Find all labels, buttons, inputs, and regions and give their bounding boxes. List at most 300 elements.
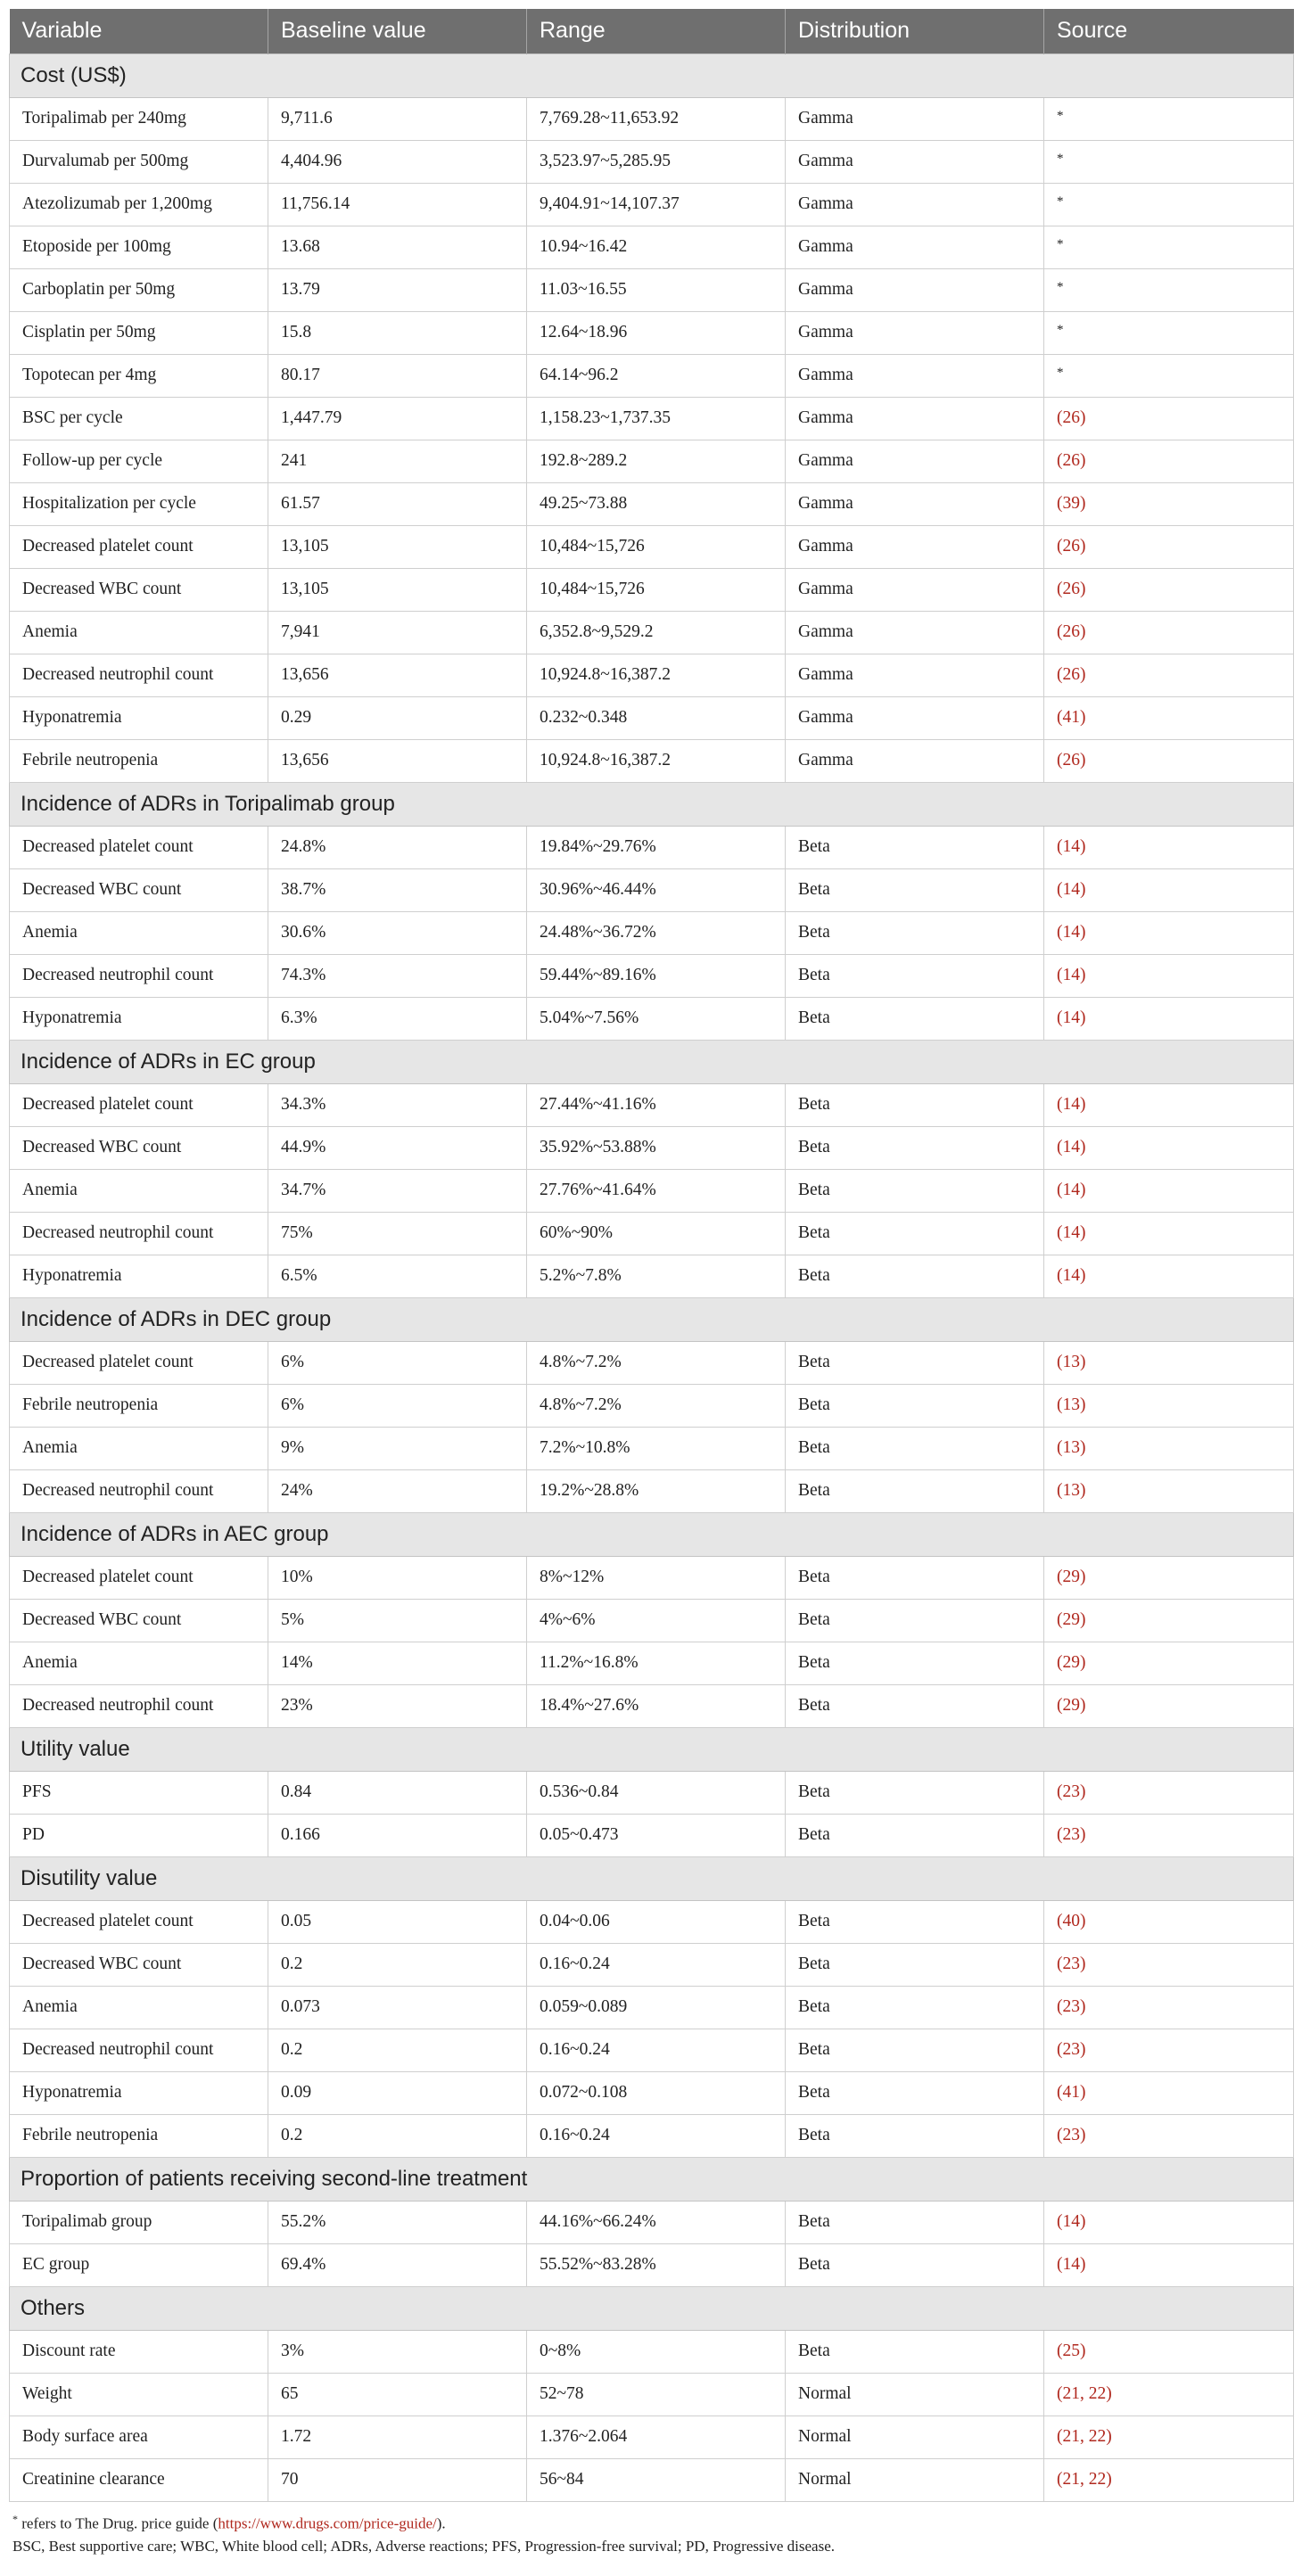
cell-distribution: Beta xyxy=(786,1341,1044,1384)
cell-distribution: Beta xyxy=(786,1384,1044,1427)
cell-distribution: Gamma xyxy=(786,739,1044,782)
source-reference-link[interactable]: (14) xyxy=(1057,880,1086,899)
footnote-star-mark: * xyxy=(12,2512,18,2525)
cell-baseline: 23% xyxy=(268,1684,527,1727)
cell-variable: Carboplatin per 50mg xyxy=(10,268,268,311)
cell-baseline: 6% xyxy=(268,1384,527,1427)
cell-range: 4%~6% xyxy=(527,1599,786,1642)
cell-range: 52~78 xyxy=(527,2373,786,2416)
source-reference-link[interactable]: (26) xyxy=(1057,751,1086,770)
cell-range: 27.76%~41.64% xyxy=(527,1169,786,1212)
table-row xyxy=(10,2243,1294,2286)
cell-baseline: 11,756.14 xyxy=(268,183,527,226)
cell-baseline: 75% xyxy=(268,1212,527,1255)
source-reference-link[interactable]: (23) xyxy=(1057,1955,1086,1973)
cell-baseline: 15.8 xyxy=(268,311,527,354)
table-row xyxy=(10,268,1294,311)
cell-baseline: 0.2 xyxy=(268,2114,527,2157)
cell-distribution: Beta xyxy=(786,997,1044,1040)
cell-baseline: 13.68 xyxy=(268,226,527,268)
table-row xyxy=(10,1986,1294,2029)
cell-source xyxy=(1044,140,1294,183)
cell-variable: Cisplatin per 50mg xyxy=(10,311,268,354)
cell-distribution: Beta xyxy=(786,1642,1044,1684)
source-reference-link[interactable]: (13) xyxy=(1057,1438,1086,1457)
cell-range: 7.2%~10.8% xyxy=(527,1427,786,1469)
cell-source xyxy=(1044,2373,1294,2416)
cell-variable: Toripalimab per 240mg xyxy=(10,97,268,140)
table-row xyxy=(10,826,1294,868)
source-reference-link[interactable]: (14) xyxy=(1057,923,1086,942)
source-reference-link[interactable]: (26) xyxy=(1057,622,1086,641)
cell-variable: Decreased WBC count xyxy=(10,1599,268,1642)
price-guide-link[interactable]: https://www.drugs.com/price-guide/ xyxy=(218,2514,437,2532)
table-row xyxy=(10,1341,1294,1384)
cell-distribution: Gamma xyxy=(786,696,1044,739)
source-reference-link[interactable]: (23) xyxy=(1057,2040,1086,2059)
cell-variable: PFS xyxy=(10,1771,268,1814)
source-reference-link[interactable]: (26) xyxy=(1057,665,1086,684)
footnote-abbreviations: BSC, Best supportive care; WBC, White blood cell; ADRs, Adverse reactions; PFS, Progression-free survival; PD, Progressive disease. xyxy=(12,2538,835,2555)
source-reference-link[interactable]: (14) xyxy=(1057,1138,1086,1156)
source-asterisk: * xyxy=(1057,366,1064,380)
cell-variable: Hospitalization per cycle xyxy=(10,482,268,525)
section-row xyxy=(10,2286,1294,2330)
cell-variable: PD xyxy=(10,1814,268,1856)
cell-range: 0.16~0.24 xyxy=(527,2114,786,2157)
cell-distribution: Gamma xyxy=(786,440,1044,482)
cell-source xyxy=(1044,311,1294,354)
cell-range: 0.16~0.24 xyxy=(527,1943,786,1986)
cell-distribution: Beta xyxy=(786,1169,1044,1212)
cell-range: 35.92%~53.88% xyxy=(527,1126,786,1169)
cell-variable: Anemia xyxy=(10,1642,268,1684)
source-reference-link[interactable]: (26) xyxy=(1057,537,1086,556)
source-reference-link[interactable]: (41) xyxy=(1057,708,1086,727)
source-reference-link[interactable]: (13) xyxy=(1057,1395,1086,1414)
cell-distribution: Gamma xyxy=(786,97,1044,140)
source-reference-link[interactable]: (13) xyxy=(1057,1481,1086,1500)
cell-source xyxy=(1044,1900,1294,1943)
cell-variable: Decreased neutrophil count xyxy=(10,1469,268,1512)
source-reference-link[interactable]: (25) xyxy=(1057,2341,1086,2360)
cell-variable: Durvalumab per 500mg xyxy=(10,140,268,183)
source-asterisk: * xyxy=(1057,152,1064,166)
cell-distribution: Gamma xyxy=(786,183,1044,226)
cell-source xyxy=(1044,1384,1294,1427)
cell-distribution: Beta xyxy=(786,1986,1044,2029)
cell-baseline: 0.09 xyxy=(268,2071,527,2114)
cell-source xyxy=(1044,482,1294,525)
source-reference-link[interactable]: (26) xyxy=(1057,408,1086,427)
cell-distribution: Beta xyxy=(786,1684,1044,1727)
cell-distribution: Beta xyxy=(786,954,1044,997)
cell-distribution: Gamma xyxy=(786,268,1044,311)
cell-source xyxy=(1044,1943,1294,1986)
cell-range: 44.16%~66.24% xyxy=(527,2201,786,2243)
cell-range: 59.44%~89.16% xyxy=(527,954,786,997)
source-reference-link[interactable]: (26) xyxy=(1057,580,1086,598)
cell-distribution: Beta xyxy=(786,1427,1044,1469)
table-row xyxy=(10,2029,1294,2071)
cell-variable: Febrile neutropenia xyxy=(10,2114,268,2157)
cell-range: 10,924.8~16,387.2 xyxy=(527,654,786,696)
cell-range: 0.05~0.473 xyxy=(527,1814,786,1856)
section-title: Proportion of patients receiving second-line treatment xyxy=(10,2157,1294,2201)
cell-distribution: Beta xyxy=(786,1943,1044,1986)
table-container xyxy=(9,9,1293,2558)
table-row xyxy=(10,183,1294,226)
cell-variable: Atezolizumab per 1,200mg xyxy=(10,183,268,226)
source-asterisk: * xyxy=(1057,237,1064,251)
cell-source xyxy=(1044,696,1294,739)
table-row xyxy=(10,97,1294,140)
source-reference-link[interactable]: (29) xyxy=(1057,1696,1086,1715)
cell-variable: Anemia xyxy=(10,1169,268,1212)
cell-source xyxy=(1044,525,1294,568)
cell-source xyxy=(1044,1126,1294,1169)
cell-distribution: Gamma xyxy=(786,611,1044,654)
cell-source xyxy=(1044,2243,1294,2286)
cell-baseline: 10% xyxy=(268,1556,527,1599)
cell-range: 24.48%~36.72% xyxy=(527,911,786,954)
cell-source xyxy=(1044,2114,1294,2157)
cell-variable: Decreased neutrophil count xyxy=(10,2029,268,2071)
cell-variable: Decreased WBC count xyxy=(10,868,268,911)
table-row xyxy=(10,1469,1294,1512)
source-reference-link[interactable]: (21, 22) xyxy=(1057,2384,1112,2403)
cell-distribution: Gamma xyxy=(786,568,1044,611)
table-row xyxy=(10,997,1294,1040)
cell-range: 4.8%~7.2% xyxy=(527,1384,786,1427)
section-title: Incidence of ADRs in EC group xyxy=(10,1040,1294,1083)
table-row xyxy=(10,2373,1294,2416)
header-row xyxy=(10,9,1294,53)
cell-source xyxy=(1044,2071,1294,2114)
cell-range: 19.84%~29.76% xyxy=(527,826,786,868)
table-row xyxy=(10,654,1294,696)
cell-distribution: Beta xyxy=(786,2201,1044,2243)
footnote-star-text: refers to The Drug. price guide ( xyxy=(18,2514,218,2532)
section-row xyxy=(10,2157,1294,2201)
cell-source xyxy=(1044,2416,1294,2458)
cell-baseline: 69.4% xyxy=(268,2243,527,2286)
table-row xyxy=(10,1900,1294,1943)
source-reference-link[interactable]: (39) xyxy=(1057,494,1086,513)
cell-range: 7,769.28~11,653.92 xyxy=(527,97,786,140)
cell-source xyxy=(1044,997,1294,1040)
cell-baseline: 9% xyxy=(268,1427,527,1469)
cell-variable: Decreased neutrophil count xyxy=(10,1212,268,1255)
cell-variable: Body surface area xyxy=(10,2416,268,2458)
footnote-star-end: ). xyxy=(436,2514,446,2532)
cell-range: 11.2%~16.8% xyxy=(527,1642,786,1684)
source-reference-link[interactable]: (14) xyxy=(1057,1008,1086,1027)
cell-distribution: Beta xyxy=(786,2071,1044,2114)
table-row xyxy=(10,954,1294,997)
cell-distribution: Beta xyxy=(786,2243,1044,2286)
cell-range: 8%~12% xyxy=(527,1556,786,1599)
table-row xyxy=(10,226,1294,268)
cell-variable: Decreased platelet count xyxy=(10,826,268,868)
table-row xyxy=(10,2458,1294,2501)
cell-variable: Decreased platelet count xyxy=(10,525,268,568)
cell-range: 60%~90% xyxy=(527,1212,786,1255)
header-variable: Variable xyxy=(10,9,268,53)
table-row xyxy=(10,1599,1294,1642)
cell-baseline: 0.2 xyxy=(268,2029,527,2071)
cell-distribution: Normal xyxy=(786,2416,1044,2458)
table-row xyxy=(10,1556,1294,1599)
table-row xyxy=(10,2201,1294,2243)
table-row xyxy=(10,739,1294,782)
cell-source xyxy=(1044,1169,1294,1212)
cell-variable: Decreased platelet count xyxy=(10,1341,268,1384)
table-row xyxy=(10,911,1294,954)
cell-source xyxy=(1044,1083,1294,1126)
cell-range: 10.94~16.42 xyxy=(527,226,786,268)
cell-distribution: Beta xyxy=(786,2330,1044,2373)
cell-distribution: Beta xyxy=(786,911,1044,954)
cell-variable: Febrile neutropenia xyxy=(10,739,268,782)
cell-range: 55.52%~83.28% xyxy=(527,2243,786,2286)
cell-baseline: 6.5% xyxy=(268,1255,527,1297)
cell-distribution: Beta xyxy=(786,1556,1044,1599)
cell-source xyxy=(1044,440,1294,482)
cell-source xyxy=(1044,2330,1294,2373)
cell-baseline: 30.6% xyxy=(268,911,527,954)
source-reference-link[interactable]: (23) xyxy=(1057,1997,1086,2016)
source-reference-link[interactable]: (40) xyxy=(1057,1912,1086,1930)
cell-range: 10,484~15,726 xyxy=(527,525,786,568)
cell-variable: Follow-up per cycle xyxy=(10,440,268,482)
cell-variable: Creatinine clearance xyxy=(10,2458,268,2501)
cell-baseline: 7,941 xyxy=(268,611,527,654)
cell-variable: Etoposide per 100mg xyxy=(10,226,268,268)
header-distribution: Distribution xyxy=(786,9,1044,53)
section-title: Others xyxy=(10,2286,1294,2330)
source-reference-link[interactable]: (23) xyxy=(1057,1782,1086,1801)
cell-range: 0.04~0.06 xyxy=(527,1900,786,1943)
cell-distribution: Beta xyxy=(786,1900,1044,1943)
cell-source xyxy=(1044,354,1294,397)
table-header xyxy=(10,9,1294,53)
cell-baseline: 0.84 xyxy=(268,1771,527,1814)
cell-baseline: 13.79 xyxy=(268,268,527,311)
source-reference-link[interactable]: (14) xyxy=(1057,837,1086,856)
source-reference-link[interactable]: (13) xyxy=(1057,1353,1086,1371)
cell-distribution: Beta xyxy=(786,1212,1044,1255)
table-row xyxy=(10,696,1294,739)
table-row xyxy=(10,568,1294,611)
cell-distribution: Gamma xyxy=(786,482,1044,525)
cell-baseline: 70 xyxy=(268,2458,527,2501)
source-reference-link[interactable]: (21, 22) xyxy=(1057,2427,1112,2446)
table-row xyxy=(10,1684,1294,1727)
header-range: Range xyxy=(527,9,786,53)
source-reference-link[interactable]: (23) xyxy=(1057,2126,1086,2144)
source-reference-link[interactable]: (14) xyxy=(1057,966,1086,984)
cell-baseline: 1.72 xyxy=(268,2416,527,2458)
source-asterisk: * xyxy=(1057,109,1064,123)
source-reference-link[interactable]: (29) xyxy=(1057,1610,1086,1629)
table-row xyxy=(10,1642,1294,1684)
section-row xyxy=(10,1512,1294,1556)
cell-variable: Anemia xyxy=(10,1986,268,2029)
section-title: Utility value xyxy=(10,1727,1294,1771)
source-reference-link[interactable]: (29) xyxy=(1057,1653,1086,1672)
cell-source xyxy=(1044,911,1294,954)
cell-baseline: 5% xyxy=(268,1599,527,1642)
cell-variable: Anemia xyxy=(10,1427,268,1469)
section-row xyxy=(10,1297,1294,1341)
table-row xyxy=(10,868,1294,911)
cell-distribution: Beta xyxy=(786,826,1044,868)
cell-range: 1,158.23~1,737.35 xyxy=(527,397,786,440)
cell-range: 0.059~0.089 xyxy=(527,1986,786,2029)
cell-source xyxy=(1044,1212,1294,1255)
cell-variable: Decreased WBC count xyxy=(10,1126,268,1169)
cell-source xyxy=(1044,226,1294,268)
cell-variable: Weight xyxy=(10,2373,268,2416)
cell-distribution: Beta xyxy=(786,1083,1044,1126)
table-row xyxy=(10,140,1294,183)
cell-distribution: Beta xyxy=(786,1126,1044,1169)
cell-source xyxy=(1044,739,1294,782)
cell-source xyxy=(1044,1684,1294,1727)
source-reference-link[interactable]: (29) xyxy=(1057,1568,1086,1586)
header-baseline-value: Baseline value xyxy=(268,9,527,53)
table-row xyxy=(10,354,1294,397)
cell-source xyxy=(1044,826,1294,868)
cell-distribution: Beta xyxy=(786,868,1044,911)
cell-baseline: 55.2% xyxy=(268,2201,527,2243)
cell-baseline: 44.9% xyxy=(268,1126,527,1169)
cell-distribution: Beta xyxy=(786,1599,1044,1642)
cell-baseline: 4,404.96 xyxy=(268,140,527,183)
cell-distribution: Beta xyxy=(786,1469,1044,1512)
cell-range: 11.03~16.55 xyxy=(527,268,786,311)
cell-baseline: 13,105 xyxy=(268,525,527,568)
cell-baseline: 24.8% xyxy=(268,826,527,868)
cell-source xyxy=(1044,954,1294,997)
cell-distribution: Beta xyxy=(786,2029,1044,2071)
cell-variable: Anemia xyxy=(10,611,268,654)
section-title: Incidence of ADRs in AEC group xyxy=(10,1512,1294,1556)
cell-source xyxy=(1044,1599,1294,1642)
table-row xyxy=(10,525,1294,568)
cell-distribution: Beta xyxy=(786,1771,1044,1814)
cell-baseline: 14% xyxy=(268,1642,527,1684)
cell-source xyxy=(1044,1341,1294,1384)
footnotes xyxy=(9,2507,1293,2559)
cell-variable: Febrile neutropenia xyxy=(10,1384,268,1427)
cell-variable: Hyponatremia xyxy=(10,997,268,1040)
cell-baseline: 13,656 xyxy=(268,739,527,782)
cell-baseline: 34.7% xyxy=(268,1169,527,1212)
source-reference-link[interactable]: (14) xyxy=(1057,1266,1086,1285)
source-reference-link[interactable]: (14) xyxy=(1057,1095,1086,1114)
cell-baseline: 13,656 xyxy=(268,654,527,696)
section-title: Incidence of ADRs in DEC group xyxy=(10,1297,1294,1341)
cell-source xyxy=(1044,1255,1294,1297)
source-reference-link[interactable]: (14) xyxy=(1057,1223,1086,1242)
cell-source xyxy=(1044,1986,1294,2029)
cell-distribution: Gamma xyxy=(786,397,1044,440)
cell-source xyxy=(1044,868,1294,911)
table-row xyxy=(10,1083,1294,1126)
cell-variable: Hyponatremia xyxy=(10,2071,268,2114)
cell-range: 4.8%~7.2% xyxy=(527,1341,786,1384)
cell-range: 12.64~18.96 xyxy=(527,311,786,354)
footnote-price-guide xyxy=(12,2507,1293,2536)
section-title: Incidence of ADRs in Toripalimab group xyxy=(10,782,1294,826)
cell-baseline: 9,711.6 xyxy=(268,97,527,140)
cell-baseline: 0.29 xyxy=(268,696,527,739)
cell-variable: Discount rate xyxy=(10,2330,268,2373)
source-reference-link[interactable]: (14) xyxy=(1057,1181,1086,1199)
table-row xyxy=(10,1384,1294,1427)
cell-baseline: 74.3% xyxy=(268,954,527,997)
section-row xyxy=(10,1040,1294,1083)
section-row xyxy=(10,1727,1294,1771)
cell-range: 18.4%~27.6% xyxy=(527,1684,786,1727)
cell-variable: Topotecan per 4mg xyxy=(10,354,268,397)
source-asterisk: * xyxy=(1057,323,1064,337)
table-row xyxy=(10,1255,1294,1297)
cell-variable: BSC per cycle xyxy=(10,397,268,440)
cell-source xyxy=(1044,397,1294,440)
cell-baseline: 0.2 xyxy=(268,1943,527,1986)
cell-variable: Decreased neutrophil count xyxy=(10,954,268,997)
cell-baseline: 6.3% xyxy=(268,997,527,1040)
source-asterisk: * xyxy=(1057,280,1064,294)
source-reference-link[interactable]: (41) xyxy=(1057,2083,1086,2102)
cell-variable: Hyponatremia xyxy=(10,696,268,739)
table-row xyxy=(10,1814,1294,1856)
cell-baseline: 0.166 xyxy=(268,1814,527,1856)
cell-range: 0.072~0.108 xyxy=(527,2071,786,2114)
source-reference-link[interactable]: (26) xyxy=(1057,451,1086,470)
cell-source xyxy=(1044,183,1294,226)
cell-distribution: Normal xyxy=(786,2373,1044,2416)
source-reference-link[interactable]: (14) xyxy=(1057,2212,1086,2231)
source-reference-link[interactable]: (23) xyxy=(1057,1825,1086,1844)
source-reference-link[interactable]: (14) xyxy=(1057,2255,1086,2274)
table-row xyxy=(10,2114,1294,2157)
header-source: Source xyxy=(1044,9,1294,53)
table-row xyxy=(10,2071,1294,2114)
table-row xyxy=(10,611,1294,654)
cell-baseline: 61.57 xyxy=(268,482,527,525)
cell-distribution: Gamma xyxy=(786,140,1044,183)
cell-range: 30.96%~46.44% xyxy=(527,868,786,911)
cell-range: 49.25~73.88 xyxy=(527,482,786,525)
cell-baseline: 0.05 xyxy=(268,1900,527,1943)
cell-range: 10,924.8~16,387.2 xyxy=(527,739,786,782)
cell-variable: EC group xyxy=(10,2243,268,2286)
cell-variable: Decreased platelet count xyxy=(10,1900,268,1943)
source-reference-link[interactable]: (21, 22) xyxy=(1057,2470,1112,2489)
cell-distribution: Normal xyxy=(786,2458,1044,2501)
cell-baseline: 65 xyxy=(268,2373,527,2416)
table-row xyxy=(10,1169,1294,1212)
cell-source xyxy=(1044,97,1294,140)
cell-baseline: 3% xyxy=(268,2330,527,2373)
cell-distribution: Beta xyxy=(786,1814,1044,1856)
cell-range: 10,484~15,726 xyxy=(527,568,786,611)
cell-range: 9,404.91~14,107.37 xyxy=(527,183,786,226)
